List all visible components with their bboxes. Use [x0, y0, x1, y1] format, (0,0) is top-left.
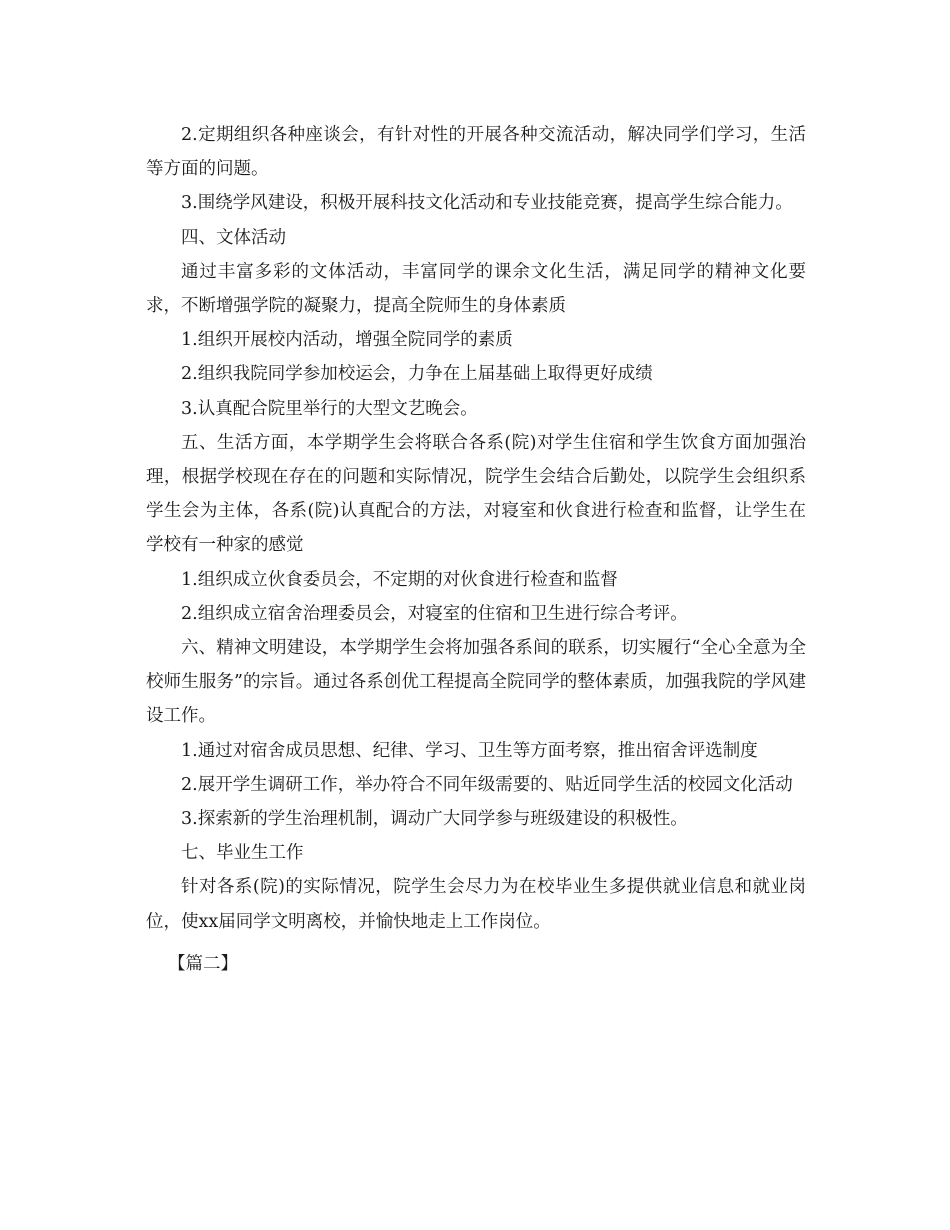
- section-heading-5: 五、生活方面，本学期学生会将联合各系(院)对学生住宿和学生饮食方面加强治理，根据学校现在存在的问题和实际情况，院学生会结合后勤处，以院学生会组织系学生会为主体，各系(院)认真配合的方法，对寝室和伙食进行检查和监督，让学生在学校有一种家的感觉: [146, 432, 806, 556]
- paragraph-culture-sports: 通过丰富多彩的文体活动，丰富同学的课余文化生活，满足同学的精神文化要求，不断增强学院的凝聚力，提高全院师生的身体素质: [146, 261, 806, 317]
- section-heading-4: 四、文体活动: [181, 227, 286, 248]
- section-heading-6: 六、精神文明建设，本学期学生会将加强各系间的联系，切实履行“全心全意为全校师生服务”的宗旨。通过各系创优工程提高全院同学的整体素质，加强我院的学风建设工作。: [146, 638, 806, 727]
- list-item-2: 2.组织我院同学参加校运会，力争在上届基础上取得更好成绩: [181, 364, 653, 385]
- list-item-1: 1.组织成立伙食委员会，不定期的对伙食进行检查和监督: [181, 569, 618, 590]
- paragraph-graduates: 针对各系(院)的实际情况，院学生会尽力为在校毕业生多提供就业信息和就业岗位，使xx届同学文明离校，并愉快地走上工作岗位。: [146, 877, 806, 932]
- list-item-2: 2.展开学生调研工作，举办符合不同年级需要的、贴近同学生活的校园文化活动: [181, 774, 793, 795]
- list-item-3: 3.探索新的学生治理机制，调动广大同学参与班级建设的积极性。: [181, 809, 688, 830]
- document-body: [146, 118, 806, 981]
- list-item-1: 1.组织开展校内活动，增强全院同学的素质: [181, 330, 513, 351]
- section-marker: 【篇二】: [168, 953, 238, 974]
- list-item-3: 3.认真配合院里举行的大型文艺晚会。: [181, 398, 478, 419]
- section-heading-7: 七、毕业生工作: [181, 843, 304, 864]
- list-item-1: 1.通过对宿舍成员思想、纪律、学习、卫生等方面考察，推出宿舍评选制度: [181, 740, 758, 761]
- list-item-2: 2.组织成立宿舍治理委员会，对寝室的住宿和卫生进行综合考评。: [181, 603, 688, 624]
- paragraph-item-2: 2.定期组织各种座谈会，有针对性的开展各种交流活动，解决同学们学习，生活等方面的问题。: [146, 125, 806, 180]
- paragraph-item-3: 3.围绕学风建设，积极开展科技文化活动和专业技能竞赛，提高学生综合能力。: [181, 193, 793, 214]
